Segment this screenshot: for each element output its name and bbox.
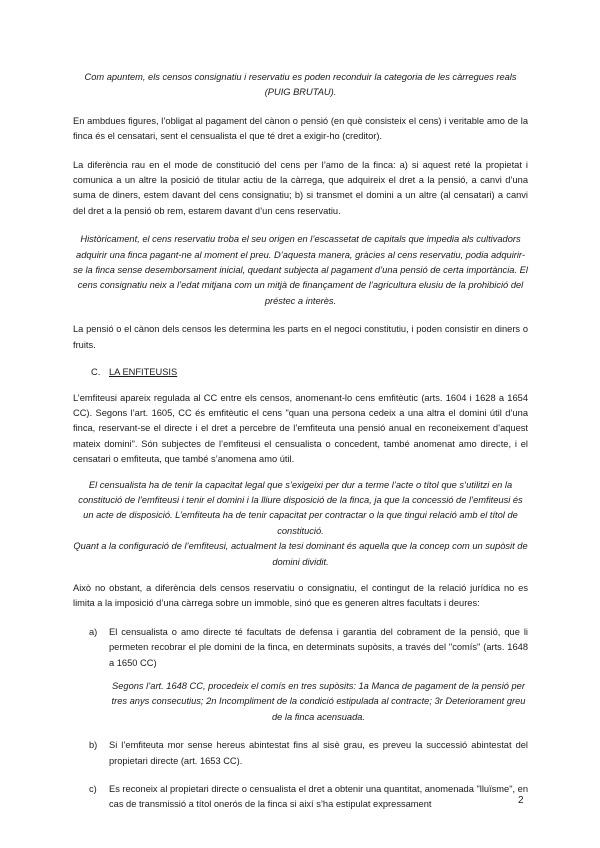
italic-censualista-note: El censualista ha de tenir la capacitat legal que s’exigeixi per dur a terme l’acte o títol que s’utilitzi en la constitució de l’emfiteusi i tenir el domini i la lliure disposició de la finca, ja que la concessió de l’emfiteusi és un acte de disposició. L’emfiteuta ha de tenir capacitat per contractar o la que tingui relació amb el títol de constitució. <box>78 479 523 536</box>
facultats-list <box>73 625 528 671</box>
page-number: 2 <box>518 795 524 806</box>
list-item-text: El censualista o amo directe té facultats de defensa i garantia del cobrament de la pensió, que li permeten recobrar el ple domini de la finca, en determinats supòsits, a través del "comís" (arts. 1648 a 1650 CC) <box>109 626 528 668</box>
list-item-b <box>73 738 528 769</box>
paragraph-obligat: En ambdues figures, l’obligat al pagament del cànon o pensió (en què consisteix el cens) i veritable amo de la finca és el censatari, sent el censualista el que té dret a exigir-ho (creditor). <box>73 115 528 142</box>
document-page <box>73 70 528 813</box>
section-letter: C. <box>91 367 101 378</box>
list-marker: b) <box>89 740 98 751</box>
list-item-text: Si l’emfiteuta mor sense hereus abintestat fins al sisè grau, es preveu la successió abintestat del propietari directe (art. 1653 CC). <box>109 740 528 766</box>
paragraph-emfiteusi: L’emfiteusi apareix regulada al CC entre els censos, anomenant-lo cens emfitèutic (arts. 1604 i 1628 a 1654 CC). Segons l’art. 1605, CC és emfitèutic el cens "quan una persona cedeix a una altra el domini útil d’una finca, reservant-se el directe i el dret a percebre de l’emfiteuta una pensió anual en reconeixement d’aquest mateix domini". Són subjectes de l’emfiteusi el censualista o concedent, també anomenat amo directe, i el censatari o emfiteuta, que també s’anomena amo útil. <box>73 392 528 465</box>
italic-configuracio-note: Quant a la configuració de l’emfiteusi, actualment la tesi dominant és aquella que la concep com un supòsit de domini dividit. <box>73 541 528 567</box>
italic-historic-note: Històricament, el cens reservatiu troba el seu origen en l’escassetat de capitals que impedia als cultivadors adquirir una finca pagant-ne al moment el preu. D’aquesta manera, gràcies al cens reservatiu, podia adquirir-se la finca sense desemborsament inicial, quedant subjecta al pagament d’una pensió de certa importància. El cens consignatiu neix a l’edat mitjana com un mitjà de finançament de l’agricultura elusiu de la prohibició del préstec a interès. <box>73 234 528 306</box>
list-item-c <box>73 782 528 813</box>
section-title: LA ENFITEUSIS <box>109 367 178 378</box>
facultats-list-cont <box>73 738 528 813</box>
list-marker: a) <box>89 626 98 637</box>
italic-comis-note: Segons l’art. 1648 CC, procedeix el comís en tres supòsits: 1a Manca de pagament de la pensió per tres anys consecutius; 2n Incompliment de la condició estipulada al contracte; 3r Deteriorament greu de la finca acensuada. <box>111 681 526 722</box>
paragraph-pensio: La pensió o el cànon dels censos les determina les parts en el negoci constitutiu, i poden consistir en diners o fruits. <box>73 324 528 350</box>
section-heading <box>73 365 528 380</box>
list-item-a <box>73 625 528 671</box>
list-marker: c) <box>89 784 97 795</box>
paragraph-diferencia: La diferència rau en el mode de constitució del cens per l’amo de la finca: a) si aquest reté la propietat i comunica a un altre la posició de titular actiu de la càrrega, que adquireix el dret a la pensió, a canvi d’una suma de diners, estem davant del cens consignatiu; b) si transmet el domini a un altre (al censatari) a canvi del dret a la pensió ob rem, estarem davant d’un cens reservatiu. <box>73 159 528 216</box>
list-item-text: Es reconeix al propietari directe o censualista el dret a obtenir una quantitat, anomenada "lluïsme", en cas de transmissió a títol onerós de la finca si així s’ha estipulat expressament <box>109 784 529 810</box>
paragraph-facultats: Això no obstant, a diferència dels censos reservatiu o consignatiu, el contingut de la relació jurídica no es limita a la imposició d’una càrrega sobre un immoble, sinó que es generen altres facultats i deures: <box>73 582 528 609</box>
italic-intro: Com apuntem, els censos consignatiu i reservatiu es poden reconduir la categoria de les càrregues reals (PUIG BRUTAU). <box>84 72 517 98</box>
